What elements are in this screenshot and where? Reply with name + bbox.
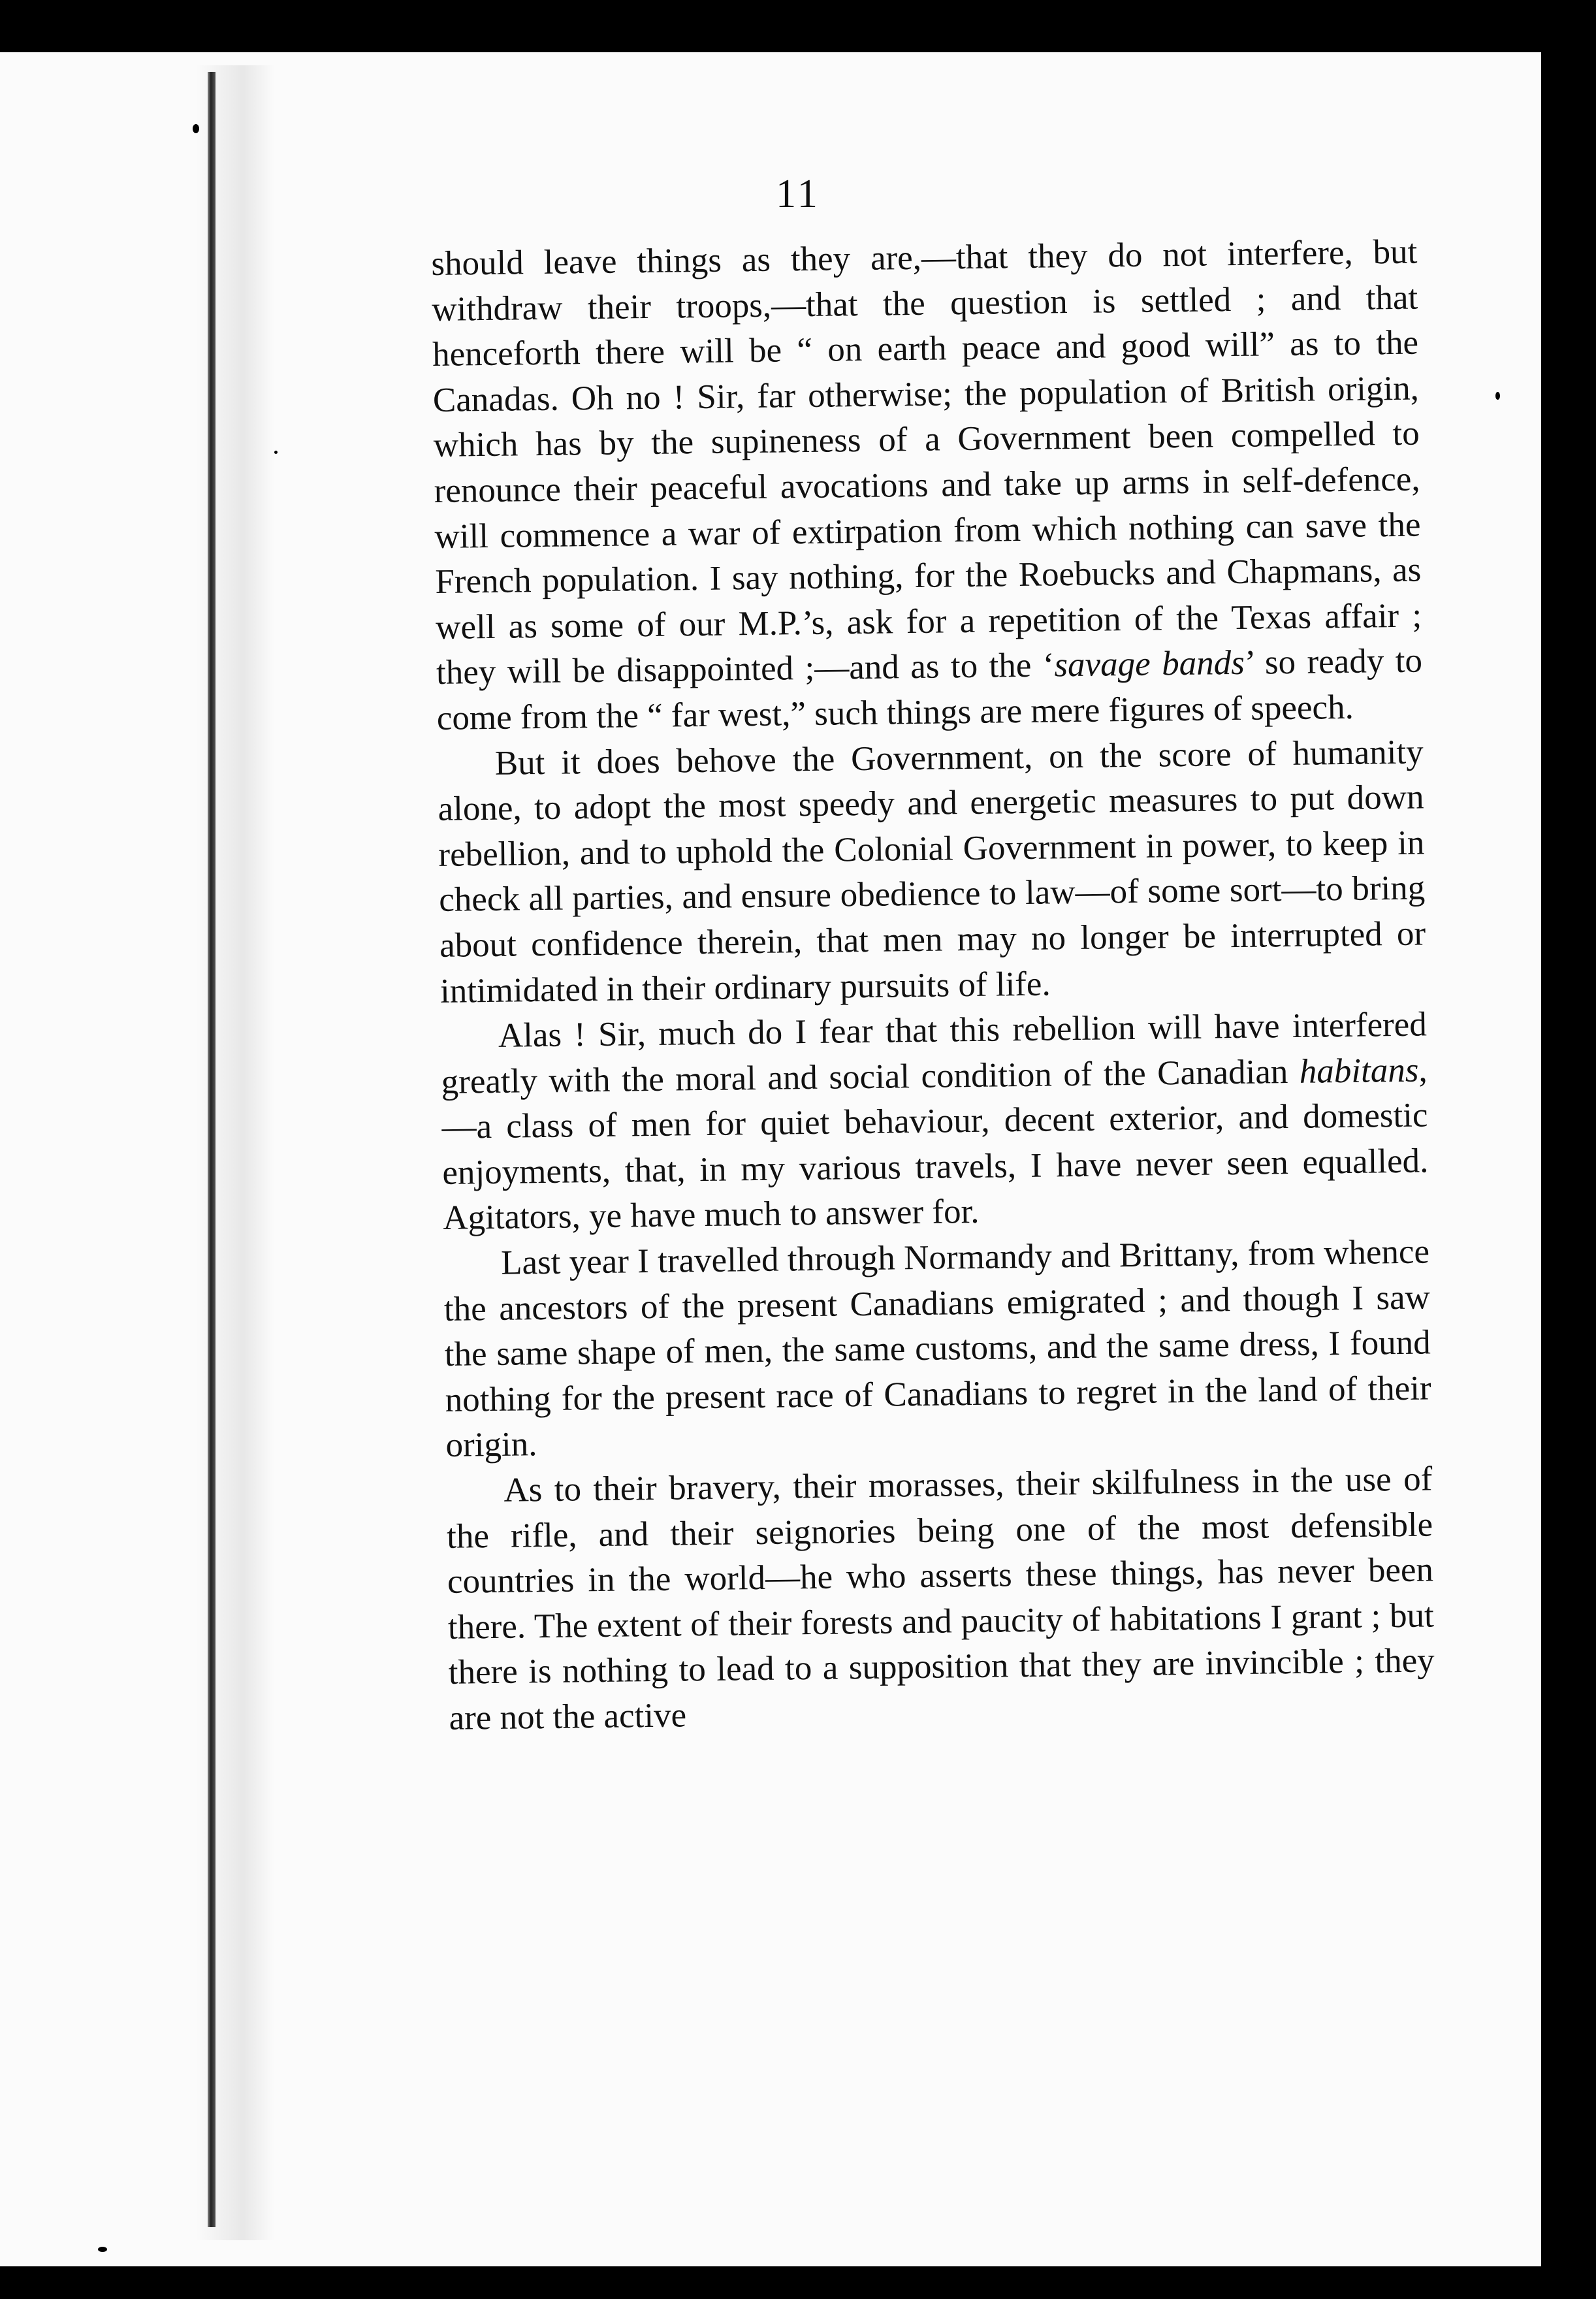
text-run: Alas ! Sir, much do I fear that this rebellion will have interfered greatly with the moral and social condition of the Canadian <box>441 1005 1428 1101</box>
scan-speck <box>1071 13 1077 18</box>
book-spine <box>208 72 215 2227</box>
scan-speck <box>193 124 199 133</box>
text-run: ,—a class of men for quiet behaviour, decent exterior, and domestic enjoyments, that, in my various travels, I have never seen equalled. Agitators, ye have much to answer for. <box>441 1051 1429 1238</box>
scan-speck <box>274 451 278 454</box>
body-text <box>431 230 1435 1742</box>
scan-speck <box>78 7 84 10</box>
paragraph <box>446 1456 1435 1741</box>
scan-speck <box>1495 392 1500 400</box>
paragraph <box>431 230 1423 742</box>
scan-speck <box>98 2247 107 2252</box>
paragraph <box>440 1003 1429 1242</box>
page-number: 11 <box>776 172 820 216</box>
text-run: ’ so ready to come from the “ far west,” such things are mere figures of speech. <box>436 641 1423 737</box>
paragraph <box>443 1230 1432 1469</box>
text-run: But it does behove the Government, on the score of humanity alone, to adopt the most speedy and energetic measures to put down rebellion, and to uphold the Colonial Government in power, to keep in check all parties, and ensure obedience to law—of some sort—to bring about confidence therein, that men may no longer be interrupted or intimidated in their ordinary pursuits of life. <box>438 733 1426 1010</box>
text-run: As to their bravery, their morasses, their skilfulness in the use of the rifle, and their seignories being one of the most defensible countries in the world—he who asserts these things, has never been there. The extent of their forests and paucity of habitations I grant ; but there is nothing to lead to a supposition that they are invincible ; they are not the active <box>446 1460 1435 1737</box>
paragraph <box>437 730 1426 1014</box>
italic-text-run: habitans <box>1299 1051 1419 1091</box>
italic-text-run: savage bands <box>1054 644 1245 684</box>
text-run: Last year I travelled through Normandy and Brittany, from whence the ancestors of the present Canadians emigrated ; and though I saw the same shape of men, the same customs, and the same dress, I found nothing for the present race of Canadians to regret in the land of their origin. <box>443 1232 1431 1465</box>
text-run: should leave things as they are,—that they do not interfere, but withdraw their troops,—that the question is settled ; and that henceforth there will be “ on earth peace and good will” as to the Canadas. Oh no ! Sir, far otherwise; the population of British origin, which has by the supineness of a Government been compelled to renounce their peaceful avocations and take up arms in self-defence, will commence a war of extirpation from which nothing can save the French population. I say nothing, for the Roebucks and Chapmans, as well as some of our M.P.’s, ask for a repetition of the Texas affair ; they will be disappointed ;—and as to the ‘ <box>431 233 1422 692</box>
